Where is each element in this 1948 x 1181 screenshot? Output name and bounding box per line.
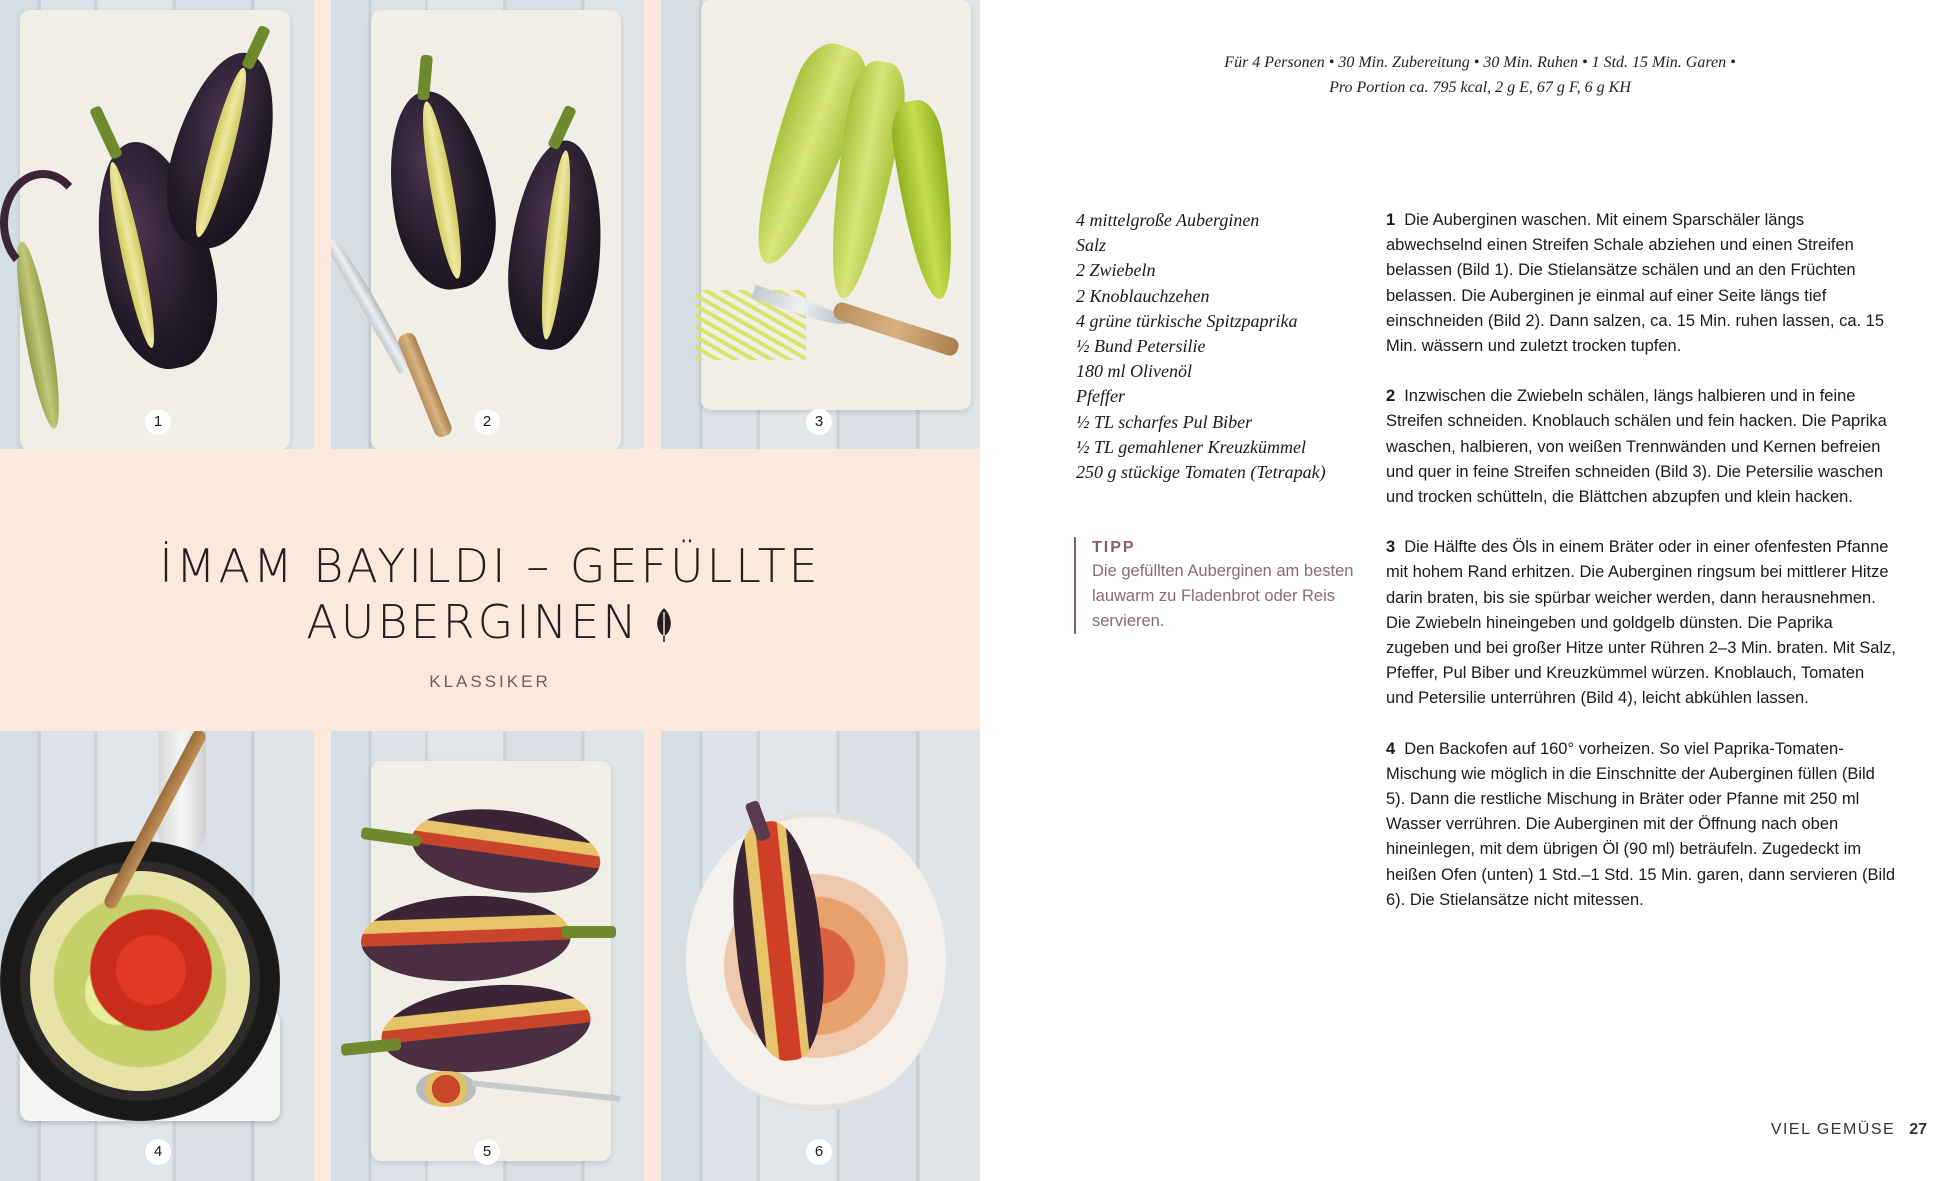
recipe-category: KLASSIKER bbox=[429, 672, 551, 691]
ingredient-item: 2 Zwiebeln bbox=[1076, 260, 1156, 281]
step-photo-4 bbox=[0, 731, 314, 1181]
meta-line-1: Für 4 Personen • 30 Min. Zubereitung • 30 Min. Ruhen • 1 Std. 15 Min. Garen • bbox=[1224, 54, 1736, 71]
step-number: 3 bbox=[1386, 538, 1396, 557]
recipe-meta bbox=[1095, 50, 1865, 100]
step-1 bbox=[1386, 208, 1896, 359]
step-4 bbox=[1386, 737, 1896, 913]
photo-number: 4 bbox=[145, 1139, 171, 1165]
tip-box bbox=[1074, 537, 1362, 634]
step-number: 2 bbox=[1386, 387, 1396, 406]
ingredient-item: Salz bbox=[1076, 235, 1107, 256]
photo-number: 3 bbox=[806, 409, 832, 435]
step-text: Die Auberginen waschen. Mit einem Sparschäler längs abwechselnd einen Streifen Schale abziehen und einen Streifen belassen (Bild 1). Die Stielansätze schälen und an den Früchten belassen. Die Auberginen je einmal auf einer Seite längs tief einschneiden (Bild 2). Dann salzen, ca. 15 Min. ruhen lassen, ca. 15 Min. wässern und zuletzt trocken tupfen. bbox=[1386, 211, 1885, 356]
step-text: Die Hälfte des Öls in einem Bräter oder in einer ofenfesten Pfanne mit hohem Rand erhitzen. Die Auberginen ringsum bei mittlerer Hitze darin braten, bis sie spürbar weicher werden, dann herausnehmen. Die Zwiebeln hineingeben und goldgelb dünsten. Die Paprika zugeben und bei großer Hitze unter Rühren 2–3 Min. braten. Mit Salz, Pfeffer, Pul Biber und Kreuzkümmel würzen. Knoblauch, Tomaten und Petersilie unterrühren (Bild 4), leicht abkühlen lassen. bbox=[1386, 538, 1896, 708]
recipe-title bbox=[0, 538, 980, 654]
ingredient-item: 4 mittelgroße Auberginen bbox=[1076, 210, 1260, 230]
ingredient-list bbox=[1076, 208, 1376, 485]
ingredient-item: 250 g stückige Tomaten (Tetrapak) bbox=[1076, 462, 1326, 483]
step-photo-1 bbox=[0, 0, 314, 449]
instruction-steps bbox=[1386, 208, 1896, 938]
ingredient-item: 4 grüne türkische Spitzpaprika bbox=[1076, 310, 1298, 331]
step-photo-2 bbox=[331, 0, 644, 449]
ingredient-item: ½ TL scharfes Pul Biber bbox=[1076, 411, 1253, 432]
page-number: 27 bbox=[1909, 1121, 1927, 1138]
photo-number: 6 bbox=[806, 1139, 832, 1165]
step-2 bbox=[1386, 384, 1896, 510]
section-name: VIEL GEMÜSE bbox=[1770, 1121, 1896, 1138]
title-line-2: AUBERGINEN bbox=[306, 595, 640, 649]
step-number: 1 bbox=[1386, 211, 1396, 229]
step-photo-6 bbox=[661, 731, 980, 1181]
ingredient-item: Pfeffer bbox=[1076, 386, 1125, 407]
photo-number: 1 bbox=[145, 409, 171, 435]
tip-label: TIPP bbox=[1092, 539, 1136, 556]
page-footer bbox=[1771, 1121, 1927, 1139]
step-photo-3 bbox=[661, 0, 980, 449]
ingredient-item: 180 ml Olivenöl bbox=[1076, 361, 1192, 382]
photo-number: 2 bbox=[474, 409, 500, 435]
photo-number: 5 bbox=[474, 1139, 500, 1165]
ingredient-item: ½ Bund Petersilie bbox=[1076, 336, 1206, 357]
step-3 bbox=[1386, 535, 1896, 711]
meta-line-2: Pro Portion ca. 795 kcal, 2 g E, 67 g F, 6 g KH bbox=[1329, 79, 1631, 96]
step-text: Inzwischen die Zwiebeln schälen, längs halbieren und in feine Streifen schneiden. Knoblauch schälen und fein hacken. Die Paprika waschen, halbieren, von weißen Trennwänden und Kernen befreien und quer in feine Streifen schneiden (Bild 3). Die Petersilie waschen und trocken schütteln, die Blättchen abzupfen und klein hacken. bbox=[1386, 387, 1887, 507]
ingredient-item: 2 Knoblauchzehen bbox=[1076, 285, 1210, 306]
ingredient-item: ½ TL gemahlener Kreuzkümmel bbox=[1076, 436, 1306, 457]
leaf-icon bbox=[654, 598, 674, 654]
step-photo-5 bbox=[331, 731, 644, 1181]
step-number: 4 bbox=[1386, 739, 1396, 758]
title-line-1: İMAM BAYILDI – GEFÜLLTE bbox=[159, 539, 821, 593]
step-text: Den Backofen auf 160° vorheizen. So viel Paprika-Tomaten-Mischung wie möglich in die Einschnitte der Auberginen füllen (Bild 5). Dann die restliche Mischung in Bräter oder Pfanne mit 250 ml Wasser verrühren. Die Auberginen mit der Öffnung nach oben hineinlegen, mit dem übrigen Öl (90 ml) beträufeln. Zugedeckt im heißen Ofen (unten) 1 Std.–1 Std. 15 Min. garen, dann servieren (Bild 6). Die Stielansätze nicht mitessen. bbox=[1386, 739, 1896, 909]
tip-text: Die gefüllten Auberginen am besten lauwarm zu Fladenbrot oder Reis servieren. bbox=[1092, 562, 1354, 630]
